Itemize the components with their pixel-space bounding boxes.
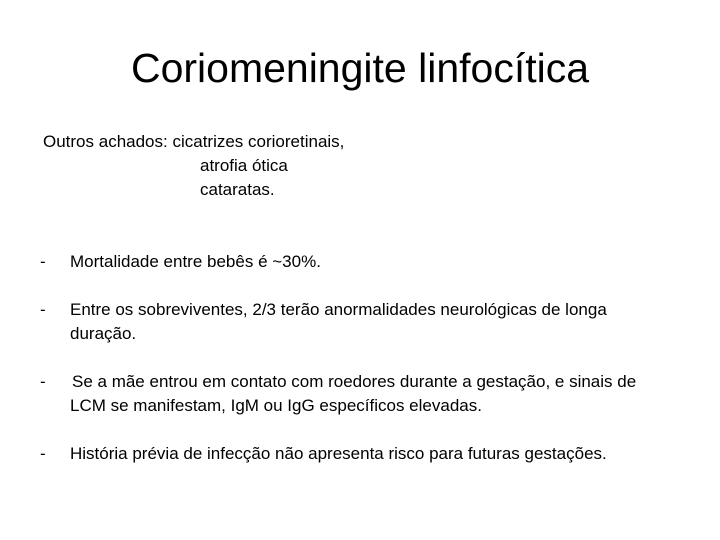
other-findings-line: cataratas. <box>200 180 275 199</box>
bullet-line: Mortalidade entre bebês é ~30%. <box>70 252 321 271</box>
bullet-dash: - <box>40 444 46 463</box>
bullet-text <box>70 298 607 346</box>
other-findings-line: Outros achados: cicatrizes corioretinais, <box>43 132 345 151</box>
bullet-dash: - <box>40 252 46 271</box>
bullet-line: duração. <box>70 324 137 343</box>
bullet-dash: - <box>40 372 46 391</box>
bullet-text <box>70 442 607 466</box>
other-findings <box>43 130 344 202</box>
bullet-text <box>72 370 636 418</box>
other-findings-line: atrofia ótica <box>200 156 288 175</box>
bullet-line: LCM se manifestam, IgM ou IgG específicos elevadas. <box>70 396 482 415</box>
bullet-line: Entre os sobreviventes, 2/3 terão anormalidades neurológicas de longa <box>70 300 607 319</box>
slide-title: Coriomeningite linfocítica <box>130 45 590 91</box>
bullet-dash: - <box>40 300 46 319</box>
bullet-line: Se a mãe entrou em contato com roedores durante a gestação, e sinais de <box>72 372 637 391</box>
bullet-line: História prévia de infecção não apresenta risco para futuras gestações. <box>70 444 607 463</box>
bullet-text <box>70 250 321 274</box>
